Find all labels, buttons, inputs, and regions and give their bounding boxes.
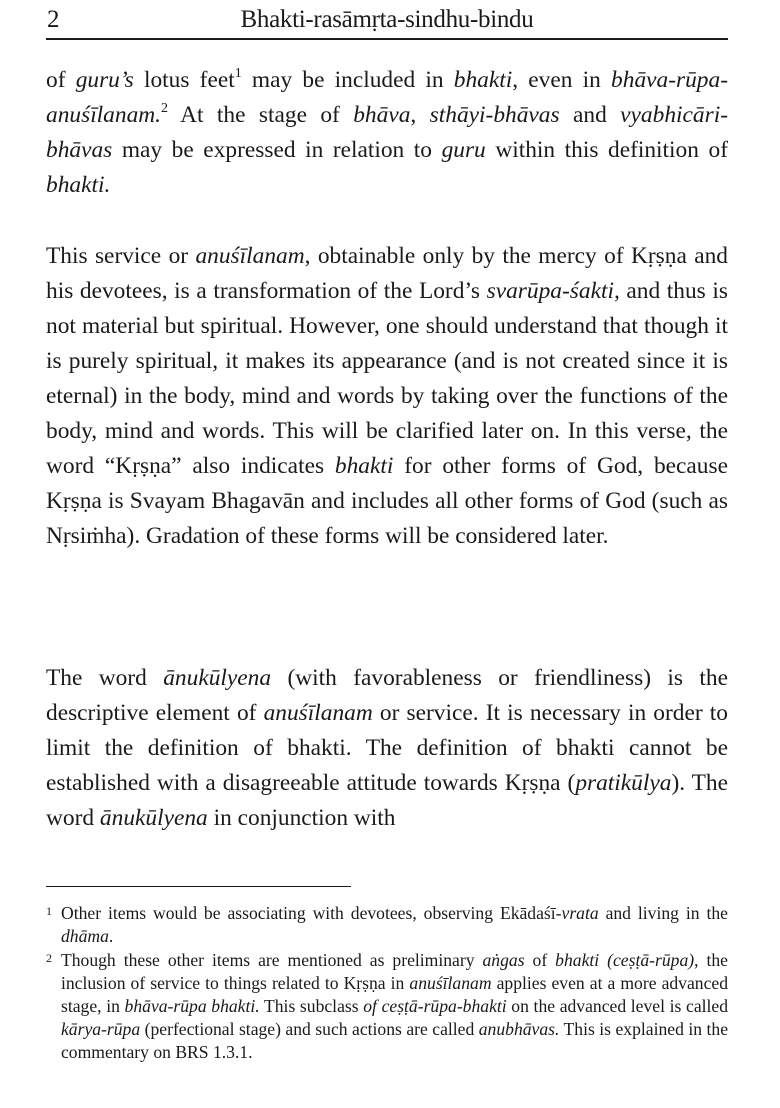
footnote-1 — [46, 902, 728, 948]
footnote-ref: 2 — [161, 101, 169, 116]
footnotes — [46, 902, 728, 1065]
paragraph-text: The word ānukūlyena (with favorableness or friendliness) is the descriptive element of anuśīlanam or service. It is necessary in order to limit the definition of bhakti. The definition of bhakti cannot be established with a disagreeable attitude towards Kṛṣṇa (pratikūlya). The word ānukūlyena in conjunction with — [46, 665, 728, 831]
footnote-number: 1 — [46, 904, 52, 918]
running-title: Bhakti-rasāmṛta-sindhu-bindu — [240, 6, 534, 33]
footnote-text: Other items would be associating with devotees, observing Ekādaśī-vrata and living in the dhāma. — [61, 903, 728, 946]
paragraph-text: This service or anuśīlanam, obtainable only by the mercy of Kṛṣṇa and his devotees, is a transformation of the Lord’s svarūpa-śakti, and thus is not material but spiritual. However, one should understand that though it is purely spiritual, it makes its appearance (and is not created since it is eternal) in the body, mind and words by taking over the functions of the body, mind and words. This will be clarified later on. In this verse, the word “Kṛṣṇa” also indicates bhakti for other forms of God, because Kṛṣṇa is Svayam Bhagavān and includes all other forms of God (such as Nṛsiṁha). Gradation of these forms will be considered later. — [46, 243, 728, 549]
footnote-ref: 1 — [234, 66, 242, 81]
footnote-divider — [46, 886, 351, 887]
running-header — [46, 4, 728, 40]
paragraph-text: of guru’s lotus feet$^1$ may be included in bhakti, even in bhāva-rūpa-anuśīlanam.$^2$ At the stage of bhāva, sthāyi-bhāvas and vyabhicāri-bhāvas may be expressed in relation to guru within this definition of bhakti. — [46, 66, 728, 198]
page-number: 2 — [47, 6, 60, 33]
body-paragraph-1 — [46, 63, 728, 203]
body-paragraph-3 — [46, 661, 728, 836]
footnote-number: 2 — [46, 951, 52, 965]
footnote-2 — [46, 949, 728, 1064]
footnote-text: Though these other items are mentioned as preliminary aṅgas of bhakti (ceṣṭā-rūpa), the inclusion of service to things related to Kṛṣṇa in anuśīlanam applies even at a more advanced stage, in bhāva-rūpa bhakti. This subclass of ceṣṭā-rūpa-bhakti on the advanced level is called kārya-rūpa (perfectional stage) and such actions are called anubhāvas. This is explained in the commentary on BRS 1.3.1. — [61, 950, 729, 1062]
body-paragraph-2 — [46, 239, 728, 554]
